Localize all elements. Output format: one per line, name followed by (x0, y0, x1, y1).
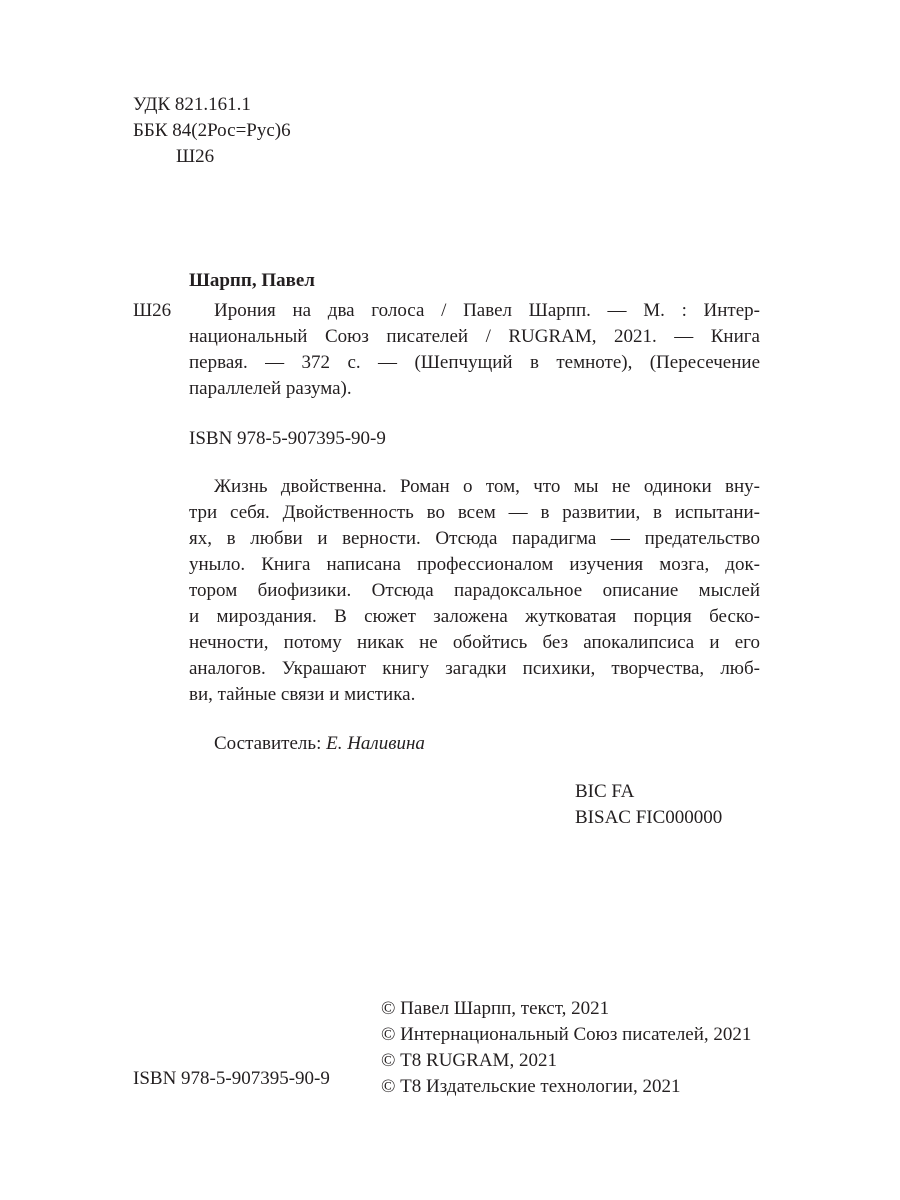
description-line: национальный Союз писателей / RUGRAM, 2021. — Книга (189, 326, 760, 347)
copyright-line: © Т8 RUGRAM, 2021 (381, 1050, 557, 1071)
catalog-isbn: ISBN 978-5-907395-90-9 (189, 428, 386, 449)
annotation-line: и мироздания. В сюжет заложена жутковатая порция беско- (189, 606, 760, 627)
annotation-line: аналогов. Украшают книгу загадки психики, творчества, люб- (189, 658, 760, 679)
annotation-line: уныло. Книга написана профессионалом изучения мозга, док- (189, 554, 760, 575)
description-line: параллелей разума). (189, 378, 352, 399)
description-line: Ирония на два голоса / Павел Шарпп. — М. : Интер- (214, 300, 760, 321)
compiler-name: Е. Наливина (326, 733, 425, 754)
bisac-code: BISAC FIC000000 (575, 807, 723, 828)
bic-code: BIC FA (575, 781, 635, 802)
bbk-code: ББК 84(2Рос=Рус)6 (133, 120, 291, 141)
compiler-label: Составитель: (214, 733, 322, 754)
copyright-line: © Интернациональный Союз писателей, 2021 (381, 1024, 752, 1045)
copyright-line: © Павел Шарпп, текст, 2021 (381, 998, 610, 1019)
footer-isbn: ISBN 978-5-907395-90-9 (133, 1068, 330, 1089)
copyright-line: © Т8 Издательские технологии, 2021 (381, 1076, 681, 1097)
bibliographic-description (189, 298, 760, 402)
annotation-line: три себя. Двойственность во всем — в развитии, в испытани- (189, 502, 760, 523)
author-heading: Шарпп, Павел (189, 270, 315, 291)
copyright-block (381, 996, 751, 1100)
annotation-line: ях, в любви и верности. Отсюда парадигма — предательство (189, 528, 760, 549)
annotation (189, 474, 760, 708)
compiler-line (214, 731, 425, 757)
subject-codes (575, 779, 722, 831)
annotation-line: тором биофизики. Отсюда парадоксальное описание мыслей (189, 580, 760, 601)
annotation-line: ви, тайные связи и мистика. (189, 684, 416, 705)
classification-block (133, 92, 291, 170)
annotation-line: нечности, потому никак не обойтись без апокалипсиса и его (189, 632, 760, 653)
author-sign: Ш26 (176, 146, 215, 167)
description-line: первая. — 372 с. — (Шепчущий в темноте), (Пересечение (189, 352, 760, 373)
udk-code: УДК 821.161.1 (133, 94, 251, 115)
catalog-author-sign: Ш26 (133, 300, 172, 321)
annotation-line: Жизнь двойственна. Роман о том, что мы не одиноки вну- (214, 476, 760, 497)
